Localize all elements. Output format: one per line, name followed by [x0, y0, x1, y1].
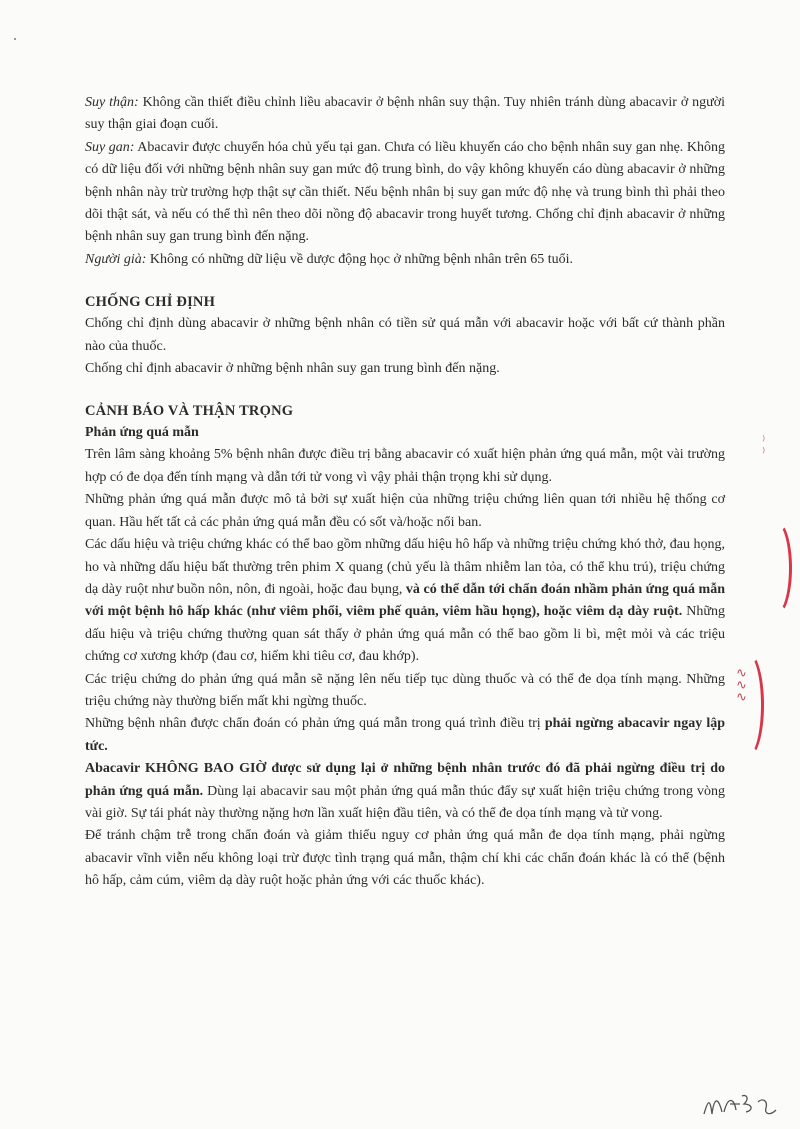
symptoms-text: Các dấu hiệu và triệu chứng khác có thể bao gồm những dấu hiệu hô hấp và những triệu chứng khó thở, đau họng, ho và những dấu hiệu bất thường trên phim X quang (chủ yếu là thâm nhiễm lan tỏa, có thể khu trú), triệu chứng dạ dày ruột như buồn nôn, nôn, đi ngoài, hoặc đau bụng,: [85, 537, 725, 597]
reuse-consequence: Dùng lại abacavir sau một phản ứng quá mẫn thúc đẩy sự xuất hiện triệu chứng trong vòng vài giờ. Sự tái phát này thường nặng hơn lần xuất hiện đầu tiên, và có thể đe dọa tính mạng và tử vong.: [85, 783, 725, 821]
symptoms-text-2: Những dấu hiệu và triệu chứng thường quan sát thấy ở phản ứng quá mẫn có thể bao gồm li bì, mệt mỏi và các triệu chứng cơ xương khớp (đau cơ, hiếm khi tiêu cơ, đau khớp).: [85, 604, 725, 665]
red-stamp-squiggle: ∿ ∿ ∿: [736, 666, 747, 705]
kidney-label: Suy thận:: [85, 95, 139, 110]
kidney-paragraph: [85, 92, 725, 137]
spacer: [85, 380, 725, 400]
warnings-paragraph-2: Những phản ứng quá mẫn được mô tả bởi sự xuất hiện của những triệu chứng liên quan tới nhiều hệ thống cơ quan. Hầu hết tất cả các phản ứng quá mẫn đều có sốt và/hoặc nổi ban.: [85, 492, 725, 530]
never-reuse-warning: Abacavir KHÔNG BAO GIỜ được sử dụng lại ở những bệnh nhân trước đó đã phải ngừng điều trị do phản ứng quá mẫn.: [85, 761, 725, 799]
warnings-paragraph-3: [85, 534, 725, 668]
warnings-paragraph-4: Các triệu chứng do phản ứng quá mẫn sẽ nặng lên nếu tiếp tục dùng thuốc và có thể đe dọa tính mạng. Những triệu chứng này thường biến mất khi ngừng thuốc.: [85, 671, 725, 709]
red-stamp-squiggle: ⁾ ⁾: [762, 434, 766, 461]
stop-text: Những bệnh nhân được chẩn đoán có phản ứng quá mẫn trong quá trình điều trị: [85, 716, 545, 732]
hypersensitivity-subheading: Phản ứng quá mẫn: [85, 425, 199, 441]
kidney-text: Không cần thiết điều chỉnh liều abacavir ở bệnh nhân suy thận. Tuy nhiên tránh dùng abacavir ở người suy thận giai đoạn cuối.: [85, 95, 726, 133]
elderly-label: Người già:: [85, 251, 147, 267]
elderly-paragraph: [85, 249, 725, 271]
warnings-paragraph-7: Để tránh chậm trễ trong chẩn đoán và giảm thiểu nguy cơ phản ứng quá mẫn đe dọa tính mạng, phải ngừng abacavir vĩnh viễn nếu không loại trừ được tình trạng quá mẫn, thậm chí khi các chẩn đoán khác là có thể (bệnh hô hấp, cảm cúm, viêm dạ dày ruột hoặc phản ứng với các thuốc khác).: [85, 828, 725, 889]
contra-paragraph-2: Chống chỉ định abacavir ở những bệnh nhân suy gan trung bình đến nặng.: [85, 361, 500, 377]
liver-paragraph: [85, 137, 725, 249]
scan-speck: [14, 38, 16, 40]
warnings-heading: CẢNH BÁO VÀ THẬN TRỌNG: [85, 403, 294, 420]
red-stamp-edge: [760, 520, 792, 616]
warnings-paragraph-5: [85, 713, 725, 758]
elderly-text: Không có những dữ liệu về dược động học ở những bệnh nhân trên 65 tuổi.: [146, 251, 573, 267]
contraindications-heading: CHỐNG CHỈ ĐỊNH: [85, 294, 216, 311]
misdiagnosis-warning: và có thể dẫn tới chẩn đoán nhầm phản ứng quá mẫn với một bệnh hô hấp khác (như viêm phổi, viêm phế quản, viêm hầu họng), hoặc viêm dạ dày ruột.: [85, 581, 725, 620]
document-page: [85, 92, 725, 893]
warnings-paragraph-6: [85, 758, 725, 825]
liver-text: Abacavir được chuyển hóa chủ yếu tại gan. Chưa có liều khuyến cáo cho bệnh nhân suy gan nhẹ. Không có dữ liệu đối với những bệnh nhân suy gan mức độ trung bình, do vậy không khuyến cáo dùng abacavir ở những bệnh nhân này trừ trường hợp thật sự cần thiết. Nếu bệnh nhân bị suy gan mức độ nhẹ và trung bình thì phải theo dõi thật sát, và nếu có thể thì nên theo dõi nồng độ abacavir trong huyết tương. Chống chỉ định abacavir ở những bệnh nhân suy gan trung bình đến nặng.: [85, 139, 725, 245]
spacer: [85, 271, 725, 291]
stop-immediately: phải ngừng abacavir ngay lập tức.: [85, 716, 725, 754]
liver-label: Suy gan:: [85, 139, 135, 155]
signature-mark: [700, 1088, 780, 1122]
warnings-paragraph-1: Trên lâm sàng khoảng 5% bệnh nhân được điều trị bằng abacavir có xuất hiện phản ứng quá mẫn, một vài trường hợp có đe dọa đến tính mạng và dẫn tới tử vong vì vậy phải thận trọng khi sử dụng.: [85, 447, 725, 485]
contra-paragraph-1: Chống chỉ định dùng abacavir ở những bệnh nhân có tiền sử quá mẫn với abacavir hoặc với bất cứ thành phần nào của thuốc.: [85, 316, 725, 354]
